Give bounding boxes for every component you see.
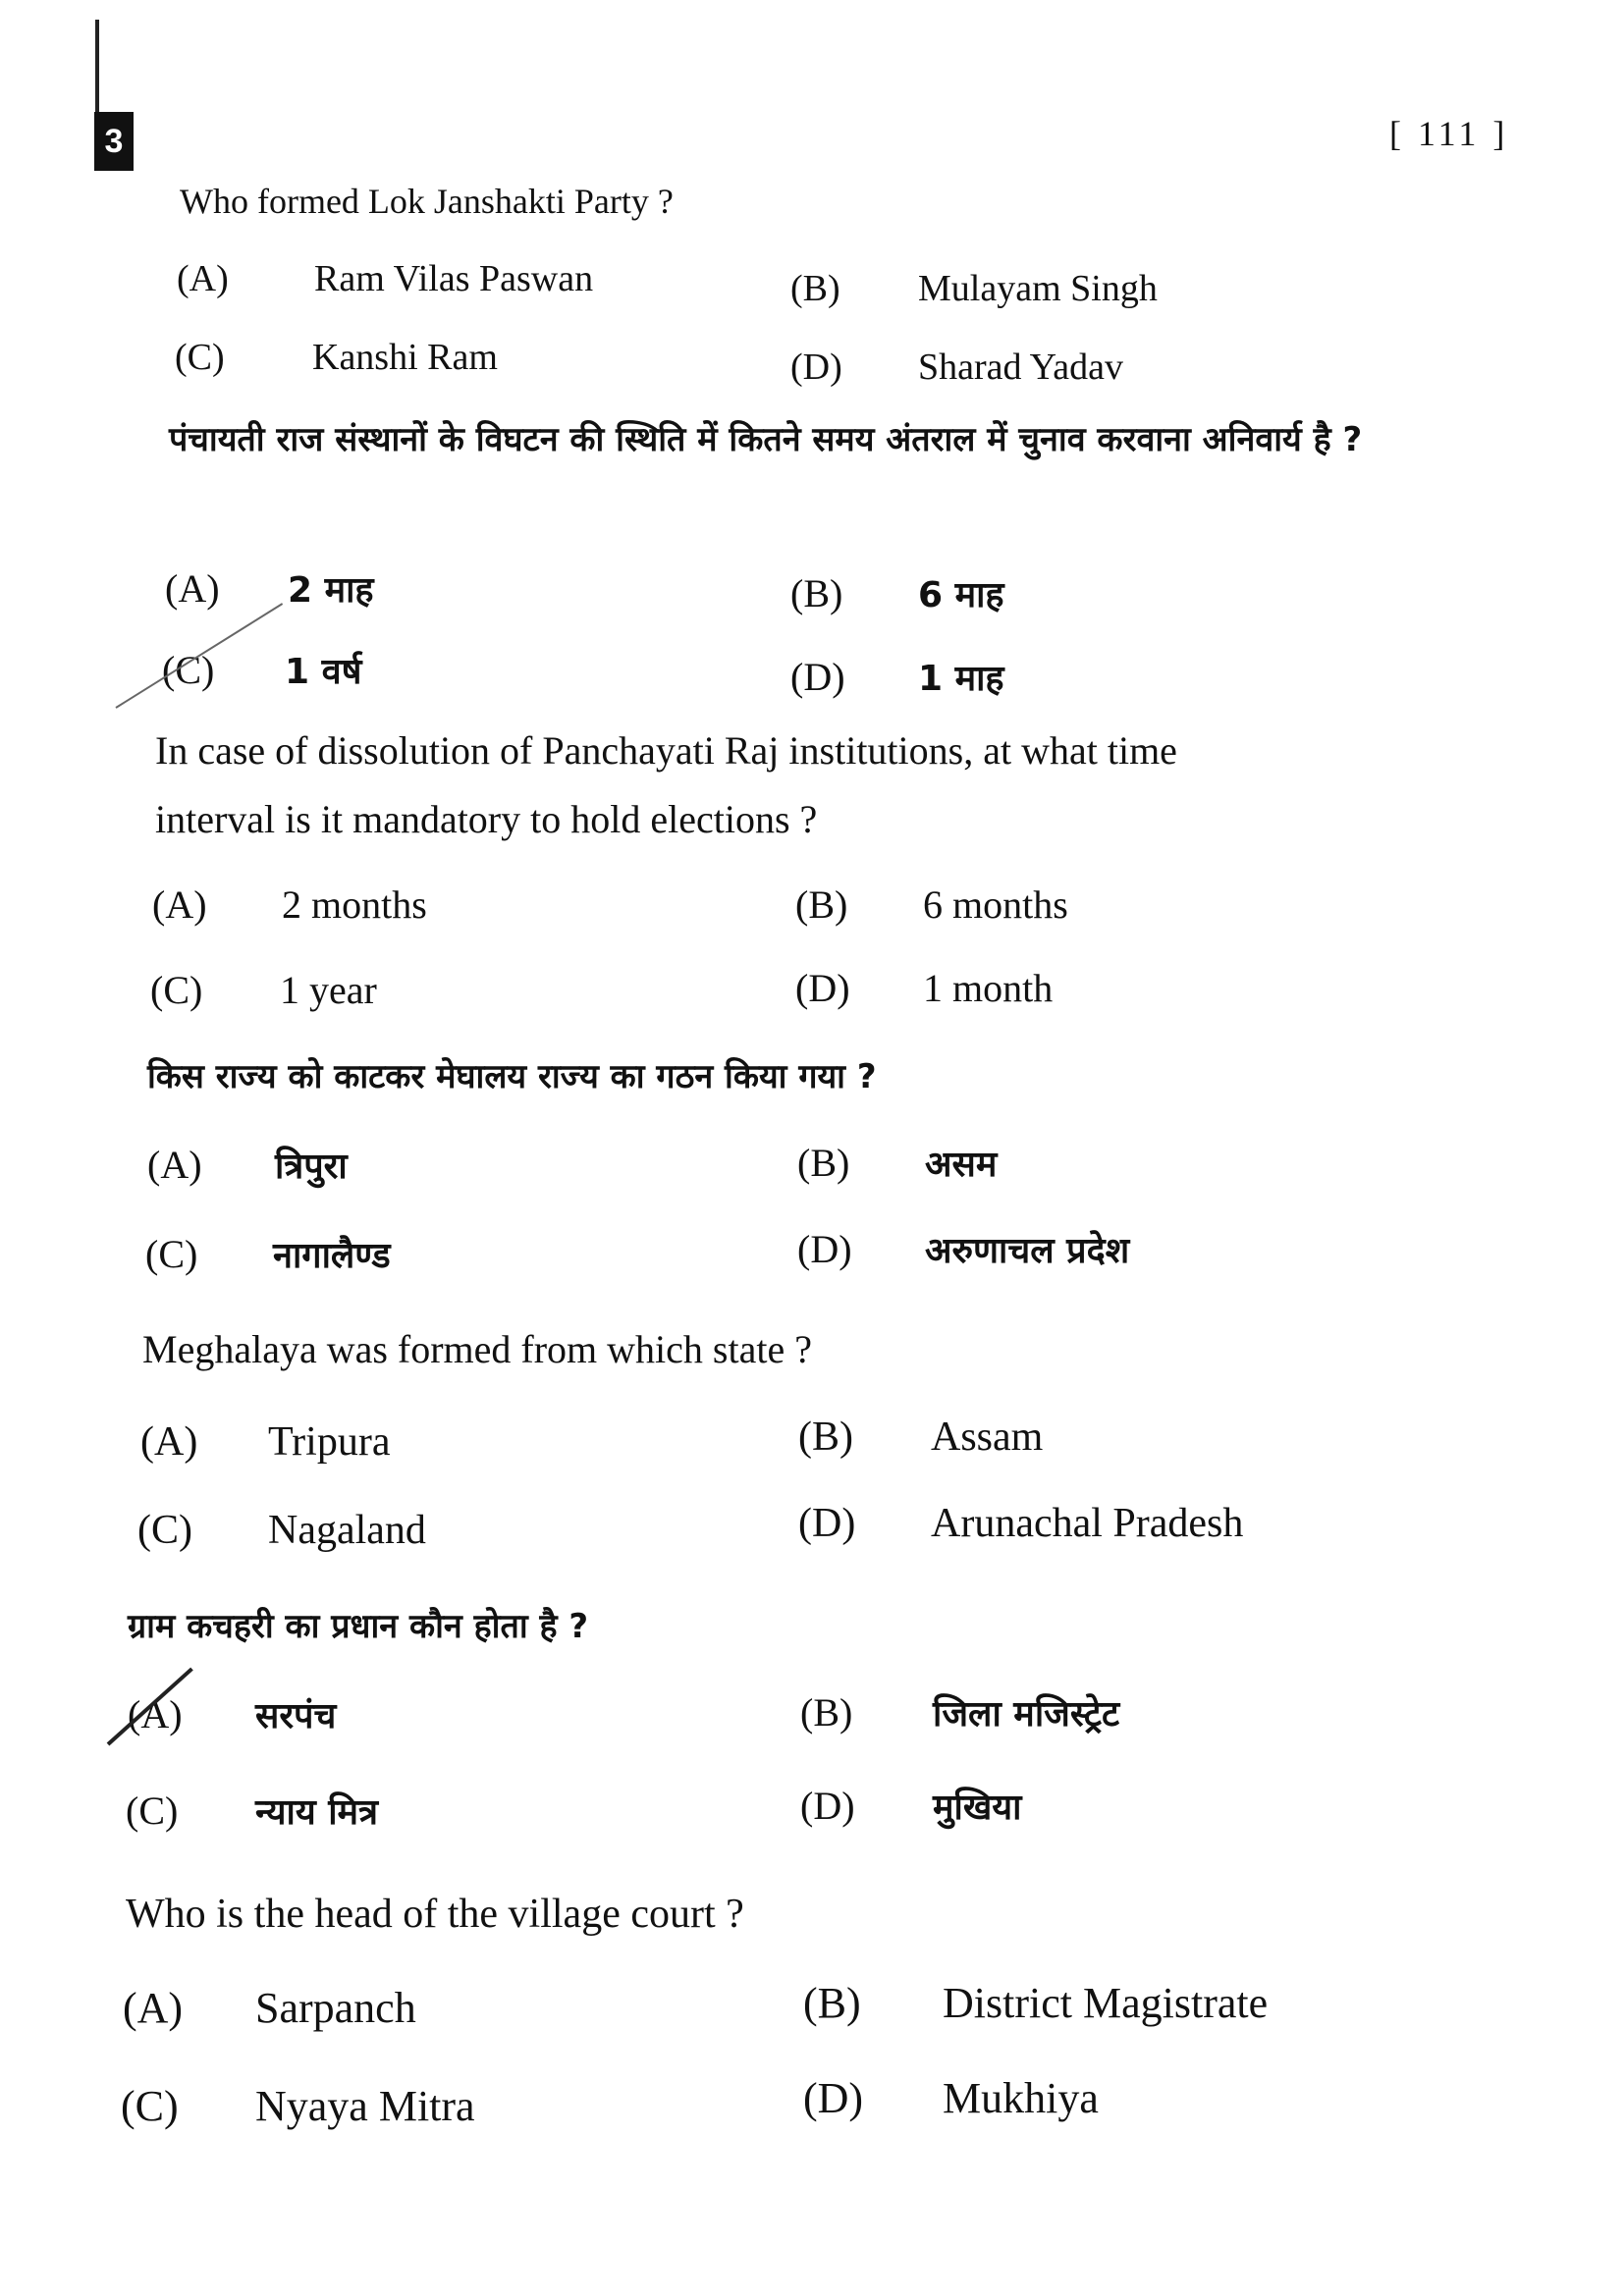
question-4-option-c: (C) नागालैण्ड — [145, 1232, 391, 1276]
question-4-text: किस राज्य को काटकर मेघालय राज्य का गठन किया गया ? — [147, 1057, 877, 1096]
question-7-option-d: (D) Mukhiya — [803, 2074, 1099, 2122]
question-6-option-c: (C) न्याय मित्र — [126, 1789, 378, 1833]
question-2-option-a: (A) 2 माह — [165, 566, 374, 611]
question-5-option-d: (D) Arunachal Pradesh — [798, 1501, 1244, 1546]
section-tab-marker: 3 — [94, 112, 134, 171]
question-1-option-b: (B) Mulayam Singh — [790, 268, 1158, 309]
question-2-option-c: (C) 1 वर्ष — [162, 648, 362, 692]
question-5-option-a: (A) Tripura — [140, 1419, 391, 1465]
question-7-option-c: (C) Nyaya Mitra — [121, 2082, 475, 2130]
page-number: [ 111 ] — [1389, 114, 1509, 153]
question-6-option-d: (D) मुखिया — [800, 1784, 1022, 1828]
question-3-text-line-2: interval is it mandatory to hold elections ? — [155, 797, 818, 841]
question-1-option-a: (A) Ram Vilas Paswan — [177, 258, 594, 299]
question-5-text: Meghalaya was formed from which state ? — [142, 1327, 812, 1371]
question-1-text: Who formed Lok Janshakti Party ? — [180, 182, 674, 221]
question-2-text: पंचायती राज संस्थानों के विघटन की स्थिति में कितने समय अंतराल में चुनाव करवाना अनिवार्य है ? — [169, 420, 1363, 459]
question-7-text: Who is the head of the village court ? — [126, 1892, 744, 1937]
question-4-option-a: (A) त्रिपुरा — [147, 1143, 348, 1187]
question-4-option-d: (D) अरुणाचल प्रदेश — [797, 1227, 1130, 1271]
question-7-option-a: (A) Sarpanch — [123, 1984, 416, 2032]
question-3-option-b: (B) 6 months — [795, 882, 1068, 927]
question-3-option-c: (C) 1 year — [150, 968, 377, 1012]
question-6-option-a: (A) सरपंच — [128, 1692, 337, 1736]
question-3-option-a: (A) 2 months — [152, 882, 427, 927]
question-4-option-b: (B) असम — [797, 1141, 998, 1185]
question-3-text-line-1: In case of dissolution of Panchayati Raj institutions, at what time — [155, 728, 1177, 773]
margin-line — [95, 20, 99, 118]
question-7-option-b: (B) District Magistrate — [803, 1979, 1269, 2027]
question-1-option-d: (D) Sharad Yadav — [790, 347, 1123, 388]
question-2-option-d: (D) 1 माह — [790, 655, 1004, 699]
question-2-option-b: (B) 6 माह — [790, 571, 1004, 615]
question-1-option-c: (C) Kanshi Ram — [175, 337, 498, 378]
question-6-option-b: (B) जिला मजिस्ट्रेट — [800, 1690, 1120, 1735]
question-6-text: ग्राम कचहरी का प्रधान कौन होता है ? — [128, 1607, 589, 1646]
question-5-option-b: (B) Assam — [798, 1415, 1044, 1460]
question-3-option-d: (D) 1 month — [795, 966, 1054, 1010]
question-5-option-c: (C) Nagaland — [137, 1508, 426, 1553]
